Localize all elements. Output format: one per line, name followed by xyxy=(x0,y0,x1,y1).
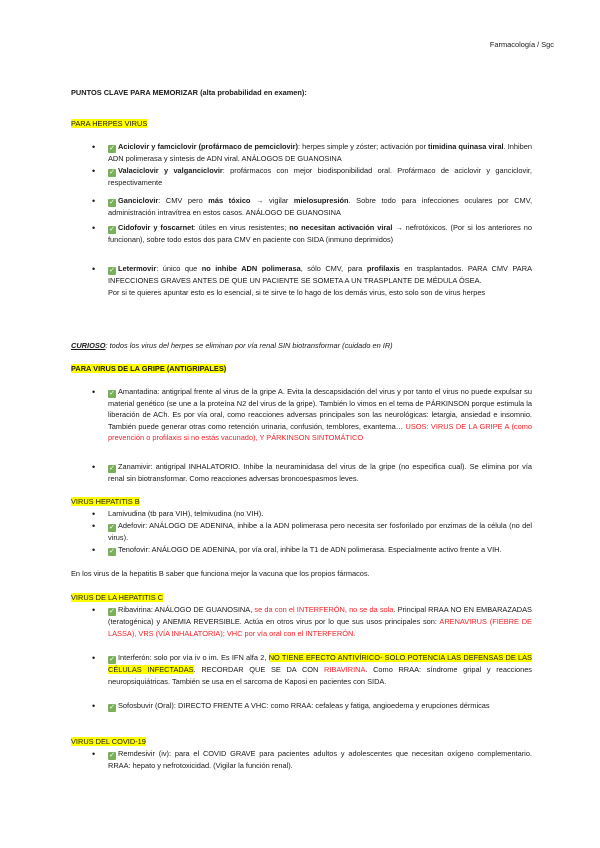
gripe-item-amantadina: ✓ Amantadina: antigripal frente al virus de la gripe A. Evita la descapsidación del virus y por tanto el virus no puede expulsar su material genético (se une a la proteína N2 del virus de la gripe). También lo vimos en el tema de PÁRKINSON porque estimula la liberación de ACh. Es por vía oral, como reacciones adversas principales son las neurológicas: letargia, ansiedad e insomnio. También puede generar otras como retención urinaria, confusión, temblores, exantema… USOS: VIRUS DE LA GRIPE A (como prevención o profilaxis si no estás vacunado), Y PÁRKINSON SINTOMÁTICO xyxy=(108,387,532,443)
hepb-note: En los virus de la hepatitis B saber que funciona mejor la vacuna que los propios fármacos. xyxy=(71,569,370,578)
page-header: Farmacología / Sgc xyxy=(489,40,554,49)
intro-heading: PUNTOS CLAVE PARA MEMORIZAR (alta probabilidad en examen): xyxy=(71,88,307,97)
bullet-icon: • xyxy=(92,387,96,397)
check-mark-icon: ✓ xyxy=(109,524,115,531)
gripe-item-zanamivir: ✓ Zanamivir: antigripal INHALATORIO. Inhibe la neuraminidasa del virus de la gripe (no especifica cual). Se elimina por vía renal sin biotransformar. Como reacciones adversas broncoespasmos leves. xyxy=(108,462,532,483)
check-mark-icon: ✓ xyxy=(109,267,115,274)
hepb-title: VIRUS HEPATITIS B xyxy=(71,497,140,506)
covid-title: VIRUS DEL COVID-19 xyxy=(71,737,146,746)
hepc-item-ribavirina: ✓ Ribavirina: ANÁLOGO DE GUANOSINA, se da con el INTERFERÓN, no se da sola. Principal RRAA NO EN EMBARAZADAS (teratogénica) y ANEMIA REVERSIBLE. Actúa en otros virus por lo que sus usos principales son: ARENAVIRUS (FIEBRE DE LASSA), VRS (VÍA INHALATORIA); VHC por vía oral con el INTERFERÓN. xyxy=(108,605,532,638)
hepb-item-tenofovir: ✓ Tenofovir: ANÁLOGO DE ADENINA, por vía oral, inhibe la T1 de ADN polimerasa. Especialmente activo frente a VIH. xyxy=(109,545,502,555)
herpes-item-letermovir: ✓ Letermovir: único que no inhibe ADN polimerasa, sólo CMV, para profilaxis en trasplantados. PARA CMV PARA INFECCIONES GRAVES ANTES DE QUE UN PACIENTE SE SOMETA A UN TRASPLANTE DE MÉDULA ÓSEA. Por si te quieres apuntar esto es lo esencial, si te sirve te lo hago de los demás virus, esto solo son de virus herpes xyxy=(108,264,532,297)
bullet-icon: • xyxy=(92,264,96,274)
check-mark-icon: ✓ xyxy=(109,548,115,555)
check-mark-icon: ✓ xyxy=(109,704,115,711)
check-mark-icon: ✓ xyxy=(109,465,115,472)
hepb-item-lamivudina: Lamivudina (tb para VIH), telmivudina (no VIH). xyxy=(108,509,264,518)
bullet-icon: • xyxy=(92,166,96,176)
gripe-title: PARA VIRUS DE LA GRIPE (ANTIGRIPALES) xyxy=(71,364,227,373)
check-mark-icon: ✓ xyxy=(109,390,115,397)
curioso-note: CURIOSO: todos los virus del herpes se eliminan por vía renal SIN biotransformar (cuidado en IR) xyxy=(71,341,393,350)
bullet-icon: • xyxy=(92,196,96,206)
bullet-icon: • xyxy=(92,545,96,555)
bullet-icon: • xyxy=(92,749,96,759)
check-mark-icon: ✓ xyxy=(109,169,115,176)
hepc-item-interferon: ✓ Interferón: solo por vía iv o im. Es IFN alfa 2, NO TIENE EFECTO ANTIVÍRICO- SOLO POTENCIA LAS DEFENSAS DE LAS CÉLULAS INFECTADAS. RECORDAR QUE SE DA CON RIBAVIRINA. Como RRAA: síndrome gripal y reacciones neuropsiquiátricas. También se usa en el sarcoma de Kaposi en pacientes con SIDA. xyxy=(108,653,532,686)
hepc-item-sofosbuvir: ✓ Sofosbuvir (Oral): DIRECTO FRENTE A VHC: como RRAA: cefaleas y fatiga, angioedema y erupciones dérmicas xyxy=(109,701,490,711)
check-mark-icon: ✓ xyxy=(109,226,115,233)
herpes-item-aciclovir: ✓ Aciclovir y famciclovir (profármaco de pemciclovir): herpes simple y zóster; activación por timidina quinasa viral. Inhiben ADN polimerasa y síntesis de ADN viral. ANÁLOGOS DE GUANOSINA xyxy=(108,142,533,163)
herpes-item-valaciclovir: ✓ Valaciclovir y valganciclovir: profármacos con mejor biodisponibilidad oral. Profármaco de aciclovir y ganciclovir, respectivamente xyxy=(108,166,532,187)
bullet-icon: • xyxy=(92,462,96,472)
hepc-title: VIRUS DE LA HEPATITIS C xyxy=(71,593,164,602)
check-mark-icon: ✓ xyxy=(109,608,115,615)
bullet-icon: • xyxy=(92,605,96,615)
check-mark-icon: ✓ xyxy=(109,752,115,759)
herpes-item-cidofovir: ✓ Cidofovir y foscarnet: útiles en virus resistentes; no necesitan activación viral → nefrotóxicos. (Por si los anteriores no funcionan), sobre todo estos dos para CMV en paciente con SIDA (inmuno deprimidos) xyxy=(108,223,533,244)
bullet-icon: • xyxy=(92,509,96,519)
hepb-item-adefovir: ✓ Adefovir: ANÁLOGO DE ADENINA, inhibe a la ADN polimerasa pero necesita ser fosforilado por enzimas de la célula (no del virus). xyxy=(108,521,532,542)
bullet-icon: • xyxy=(92,701,96,711)
covid-item-remdesivir: ✓ Remdesivir (iv): para el COVID GRAVE para pacientes adultos y adolescentes que necesitan oxígeno complementario. RRAA: hepato y nefrotoxicidad. (Vigilar la función renal). xyxy=(108,749,532,770)
herpes-item-ganciclovir: ✓ Ganciclovir: CMV pero más tóxico → vigilar mielosupresión. Sobre todo para infecciones oculares por CMV, administración intravítrea en estos casos. ANÁLOGO DE GUANOSINA xyxy=(108,196,532,217)
check-mark-icon: ✓ xyxy=(109,145,115,152)
bullet-icon: • xyxy=(92,521,96,531)
herpes-title: PARA HERPES VIRUS xyxy=(71,119,148,128)
check-mark-icon: ✓ xyxy=(109,656,115,663)
check-mark-icon: ✓ xyxy=(109,199,115,206)
bullet-icon: • xyxy=(92,653,96,663)
bullet-icon: • xyxy=(92,142,96,152)
bullet-icon: • xyxy=(92,223,96,233)
